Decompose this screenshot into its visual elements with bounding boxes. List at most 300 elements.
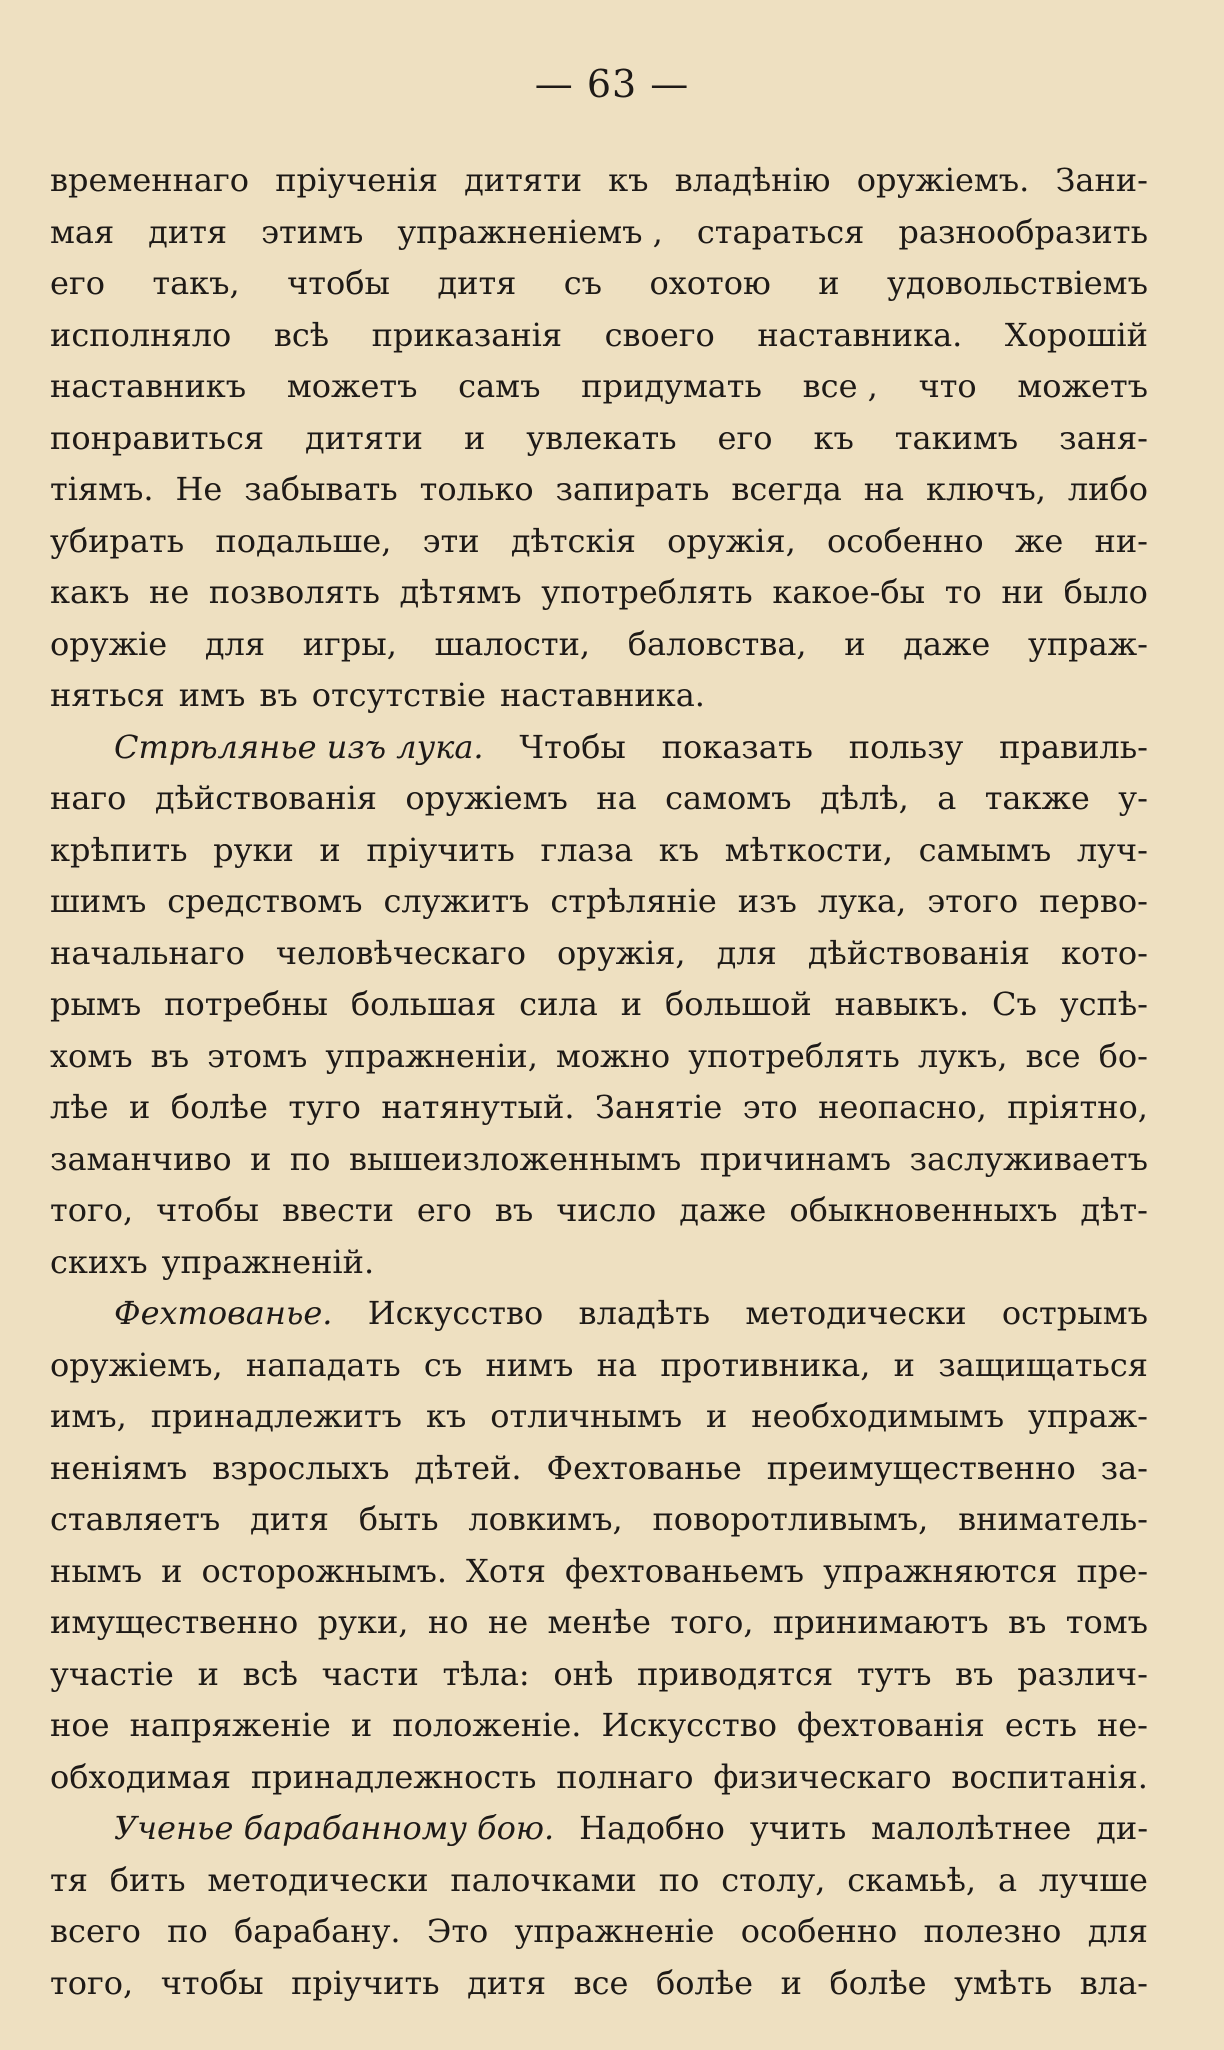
word: временнаго: [50, 161, 250, 199]
word: методически: [745, 1294, 967, 1332]
word: томъ: [1065, 1603, 1148, 1641]
word: принимаютъ: [772, 1603, 989, 1641]
word: но: [427, 1603, 469, 1641]
word: для: [1087, 1912, 1148, 1950]
text-line: [50, 1185, 1148, 1237]
word: упраж-: [1027, 624, 1148, 663]
word: поворотливымъ,: [652, 1500, 929, 1538]
word: Хотя: [466, 1551, 546, 1590]
word: наставника.: [757, 315, 963, 354]
word: число: [556, 1191, 657, 1229]
word: убирать: [50, 521, 185, 560]
text-line: [50, 773, 1148, 825]
word: тя: [50, 1860, 88, 1899]
word: придумать: [581, 367, 762, 405]
word: лѣе: [50, 1088, 109, 1126]
word: ди-: [1096, 1809, 1148, 1847]
word: натянутый.: [381, 1088, 575, 1126]
word: менѣе: [547, 1603, 651, 1641]
text-line: [50, 1082, 1148, 1134]
word: Хорошій: [1004, 315, 1148, 354]
word: бо-: [1098, 1036, 1148, 1075]
word: было: [1063, 573, 1148, 611]
word: упражненіи,: [325, 1036, 538, 1075]
word: всего: [50, 1912, 141, 1950]
word: луч-: [1076, 830, 1148, 869]
word: всѣ: [242, 1654, 298, 1693]
word: и: [463, 418, 486, 457]
text-line: [50, 1391, 1148, 1443]
word: для: [204, 624, 266, 663]
page-text: [50, 155, 1148, 2009]
word: самъ: [458, 367, 541, 405]
word: охотою: [649, 264, 771, 302]
word: дитя: [467, 1963, 547, 2002]
word: упражненій.: [161, 1242, 375, 1281]
word: заня-: [1059, 418, 1148, 457]
word: стараться: [696, 212, 865, 251]
word: понравиться: [50, 418, 265, 457]
word: болѣе: [655, 1963, 754, 2002]
word: Зани-: [1055, 161, 1148, 199]
word: есть: [1004, 1706, 1077, 1744]
word: взрослыхъ: [212, 1448, 390, 1487]
word: тѣла:: [442, 1654, 530, 1693]
word: въ: [1008, 1603, 1047, 1641]
word: не: [149, 573, 190, 611]
word: приводятся: [637, 1654, 834, 1693]
word: по: [289, 1139, 331, 1178]
word: оружіемъ,: [50, 1345, 223, 1384]
word: пріучить: [291, 1963, 440, 2002]
section-heading: Ученье барабанному бою.: [114, 1809, 555, 1847]
word: сила: [519, 985, 598, 1023]
word: дитя: [250, 1500, 329, 1538]
word: на: [596, 1345, 638, 1384]
word: съ: [423, 1345, 463, 1384]
word: Это: [426, 1912, 489, 1950]
word: того,: [670, 1603, 754, 1641]
word: умѣть: [954, 1963, 1053, 2002]
word: защищаться: [938, 1345, 1148, 1384]
word: правиль-: [999, 727, 1148, 766]
word: дитяти: [305, 418, 423, 457]
word: палочками: [450, 1860, 637, 1899]
word: на: [596, 779, 637, 817]
text-line: [50, 1237, 1148, 1289]
word: заслуживаетъ: [909, 1139, 1148, 1178]
word: къ: [425, 1397, 467, 1435]
word: Искусство: [601, 1706, 777, 1744]
page-number: — 63 —: [534, 62, 690, 106]
text-line: [50, 1803, 1148, 1855]
word: перво-: [1039, 882, 1148, 920]
word: не-: [1096, 1706, 1148, 1744]
word: болѣе: [170, 1088, 268, 1126]
word: особенно: [740, 1912, 898, 1950]
word: запирать: [555, 470, 710, 508]
word: большая: [350, 985, 497, 1023]
text-line: [50, 567, 1148, 619]
word: чтобы: [287, 264, 390, 302]
word: большой: [665, 985, 812, 1023]
word: начальнаго: [50, 933, 245, 972]
word: и: [197, 1654, 219, 1693]
word: ни-: [1094, 521, 1148, 560]
word: полнаго: [556, 1757, 694, 1796]
word: лукъ,: [917, 1036, 1008, 1075]
word: потребны: [164, 985, 328, 1023]
word: самомъ: [665, 779, 792, 817]
word: за-: [1100, 1448, 1148, 1487]
word: Фехтованье: [546, 1448, 742, 1487]
word: шалости,: [434, 624, 591, 663]
word: забывать: [244, 470, 398, 508]
word: наставника.: [499, 676, 705, 714]
word: какое-бы: [772, 573, 926, 611]
text-line: [50, 1597, 1148, 1649]
text-line: [50, 1855, 1148, 1907]
word: оружія,: [556, 933, 686, 972]
word: такимъ: [894, 418, 1019, 457]
word: туго: [288, 1088, 361, 1126]
word: имъ,: [50, 1397, 127, 1435]
word: вниматель-: [958, 1500, 1148, 1538]
text-line: [50, 464, 1148, 516]
word: все: [573, 1963, 629, 2002]
word: дѣтямъ: [399, 573, 522, 611]
word: также: [984, 779, 1090, 817]
word: Не: [175, 470, 223, 508]
word: человѣческаго: [275, 933, 526, 972]
word: либо: [1067, 470, 1148, 508]
text-line: [50, 1649, 1148, 1701]
section-heading: Стрѣлянье изъ лука.: [114, 727, 484, 766]
word: наго: [50, 779, 127, 817]
word: не: [487, 1603, 529, 1641]
word: дѣтскія: [510, 521, 636, 560]
word: увлекать: [526, 418, 677, 457]
word: кото-: [1060, 933, 1148, 972]
word: и: [706, 1397, 728, 1435]
word: его: [717, 418, 773, 457]
word: всегда: [731, 470, 842, 508]
word: все: [1025, 1036, 1081, 1075]
word: къ: [608, 161, 649, 199]
word: его: [50, 264, 105, 302]
word: и: [350, 1706, 373, 1744]
word: острымъ: [1001, 1294, 1148, 1332]
word: эти: [422, 521, 480, 560]
word: скамьѣ,: [847, 1860, 977, 1899]
word: своего: [604, 315, 715, 354]
word: части: [321, 1654, 419, 1693]
word: ввести: [282, 1191, 394, 1229]
word: вышеизложеннымъ: [348, 1139, 682, 1178]
word: необходимымъ: [751, 1397, 1005, 1435]
word: подальше,: [215, 521, 392, 560]
text-line: [50, 155, 1148, 207]
word: и: [161, 1551, 183, 1590]
word: на: [863, 470, 905, 508]
word: наставникъ: [50, 367, 247, 405]
word: то: [944, 573, 982, 611]
word: самымъ: [918, 830, 1052, 869]
word: къ: [658, 830, 700, 869]
word: Надобно: [579, 1809, 725, 1847]
word: этомъ: [207, 1036, 308, 1075]
word: дѣт-: [1080, 1191, 1148, 1229]
word: можетъ: [286, 367, 418, 405]
word: изъ: [737, 882, 797, 920]
text-line: [50, 1752, 1148, 1804]
word: этимъ: [261, 212, 364, 251]
word: глаза: [540, 830, 634, 869]
word: Занятіе: [594, 1088, 723, 1126]
text-line: [50, 1906, 1148, 1958]
word: ное: [50, 1706, 110, 1744]
word: пре-: [1076, 1551, 1148, 1590]
word: можетъ: [1017, 367, 1148, 405]
word: неніямъ: [50, 1448, 188, 1487]
text-line: [50, 1288, 1148, 1340]
word: въ: [150, 1036, 190, 1075]
word: ловкимъ,: [468, 1500, 623, 1538]
word: и: [780, 1963, 802, 2002]
word: по: [658, 1860, 700, 1899]
word: положеніе.: [392, 1706, 582, 1744]
text-line: [50, 876, 1148, 928]
word: быть: [358, 1500, 439, 1538]
word: особенно: [827, 521, 984, 560]
word: удовольствіемъ: [887, 264, 1148, 302]
word: показать: [661, 727, 813, 766]
text-line: [50, 1700, 1148, 1752]
word: такъ,: [152, 264, 240, 302]
word: ключъ,: [926, 470, 1046, 508]
word: отсутствіе: [311, 676, 486, 714]
word: что: [918, 367, 977, 405]
word: Искусство: [367, 1294, 544, 1332]
word: неопасно,: [818, 1088, 987, 1126]
word: Съ: [991, 985, 1037, 1023]
word: средствомъ: [167, 882, 363, 920]
word: даже: [903, 624, 991, 663]
text-line: [50, 1134, 1148, 1186]
word: того,: [50, 1191, 134, 1229]
word: физическаго: [713, 1757, 932, 1796]
text-line: [50, 979, 1148, 1031]
text-line: [50, 1958, 1148, 2010]
word: тутъ: [856, 1654, 932, 1693]
word: осторожнымъ.: [201, 1551, 447, 1590]
word: же: [1014, 521, 1064, 560]
text-line: [50, 670, 1148, 722]
word: имущественно: [50, 1603, 299, 1641]
word: рымъ: [50, 985, 142, 1023]
word: оружіемъ: [405, 779, 568, 817]
text-line: [50, 413, 1148, 465]
word: и: [250, 1139, 272, 1178]
word: пріятно,: [1007, 1088, 1148, 1126]
word: ставляетъ: [50, 1500, 221, 1538]
text-line: [50, 207, 1148, 259]
text-line: [50, 619, 1148, 671]
word: по: [167, 1912, 208, 1950]
word: фехтованьемъ: [565, 1551, 805, 1590]
word: успѣ-: [1059, 985, 1148, 1023]
word: того,: [50, 1963, 134, 2002]
word: полезно: [923, 1912, 1062, 1950]
word: упражненіе: [514, 1912, 715, 1950]
text-line: [50, 1546, 1148, 1598]
word: баловства,: [627, 624, 807, 663]
word: чтобы: [160, 1963, 264, 2002]
word: воспитанія.: [951, 1757, 1148, 1796]
word: руки,: [317, 1603, 409, 1641]
word: причинамъ: [699, 1139, 892, 1178]
word: принадлежность: [250, 1757, 537, 1796]
word: навыкъ.: [834, 985, 970, 1023]
word: игры,: [302, 624, 397, 663]
word: дѣйствованія: [154, 779, 377, 817]
word: обходимая: [50, 1757, 232, 1796]
word: владѣнію: [674, 161, 831, 199]
word: въ: [259, 676, 298, 714]
text-line: [50, 825, 1148, 877]
text-line: [50, 1494, 1148, 1546]
word: Чтобы: [519, 727, 626, 766]
word: и: [319, 830, 341, 869]
word: мая: [50, 212, 115, 251]
word: все ,: [802, 367, 878, 405]
word: шимъ: [50, 882, 147, 920]
word: пріучить: [366, 830, 515, 869]
word: имъ: [178, 676, 246, 714]
word: дѣйствованія: [807, 933, 1030, 972]
word: дѣлѣ,: [819, 779, 909, 817]
word: преимущественно: [766, 1448, 1076, 1487]
word: малолѣтнее: [871, 1809, 1072, 1847]
word: его: [416, 1191, 472, 1229]
text-line: [50, 516, 1148, 568]
word: а: [997, 1860, 1018, 1899]
word: методически: [207, 1860, 429, 1899]
word: няться: [50, 676, 165, 714]
text-line: [50, 361, 1148, 413]
word: а: [937, 779, 957, 817]
word: пріученія: [275, 161, 438, 199]
word: можно: [556, 1036, 671, 1075]
word: нападать: [245, 1345, 401, 1384]
word: хомъ: [50, 1036, 133, 1075]
word: ни: [1001, 573, 1044, 611]
word: нымъ: [50, 1551, 143, 1590]
word: упражненіемъ ,: [397, 212, 663, 251]
word: даже: [679, 1191, 767, 1229]
word: употреблять: [541, 573, 753, 611]
word: стрѣляніе: [550, 882, 717, 920]
word: оружіемъ.: [856, 161, 1030, 199]
word: и: [818, 264, 840, 302]
word: мѣткости,: [724, 830, 894, 869]
word: это: [742, 1088, 798, 1126]
word: и: [893, 1345, 915, 1384]
word: для: [716, 933, 777, 972]
word: столу,: [721, 1860, 826, 1899]
word: фехтованія: [797, 1706, 985, 1744]
word: позволять: [208, 573, 380, 611]
word: различ-: [1017, 1654, 1148, 1693]
word: заманчиво: [50, 1139, 232, 1178]
word: какъ: [50, 573, 130, 611]
word: къ: [813, 418, 854, 457]
word: напряженіе: [129, 1706, 331, 1744]
text-line: [50, 928, 1148, 980]
word: пользу: [848, 727, 964, 766]
word: только: [419, 470, 534, 508]
word: вла-: [1079, 1963, 1148, 2002]
word: чтобы: [156, 1191, 260, 1229]
word: обыкновенныхъ: [789, 1191, 1058, 1229]
word: дитя: [437, 264, 517, 302]
word: учить: [749, 1809, 847, 1847]
word: руки: [213, 830, 294, 869]
word: противника,: [660, 1345, 871, 1384]
text-line: [50, 1443, 1148, 1495]
word: нимъ: [485, 1345, 574, 1384]
word: принадлежитъ: [150, 1397, 403, 1435]
word: дѣтей.: [414, 1448, 522, 1487]
word: участіе: [50, 1654, 174, 1693]
word: приказанія: [371, 315, 563, 354]
text-line: [50, 722, 1148, 774]
word: употреблять: [688, 1036, 900, 1075]
word: барабану.: [234, 1912, 401, 1950]
word: онѣ: [553, 1654, 614, 1693]
word: скихъ: [50, 1242, 148, 1281]
word: владѣть: [578, 1294, 711, 1332]
text-line: [50, 310, 1148, 362]
word: лучше: [1038, 1860, 1148, 1899]
word: дитя: [148, 212, 228, 251]
word: всѣ: [273, 315, 330, 354]
word: отличнымъ: [490, 1397, 683, 1435]
word: въ: [955, 1654, 994, 1693]
word: разнообразить: [898, 212, 1148, 251]
word: лука,: [817, 882, 907, 920]
word: и: [620, 985, 643, 1023]
section-heading: Фехтованье.: [114, 1294, 333, 1332]
word: тіямъ.: [50, 470, 154, 508]
text-line: [50, 258, 1148, 310]
word: упражняются: [823, 1551, 1058, 1590]
word: у-: [1118, 779, 1148, 817]
word: бить: [109, 1860, 186, 1899]
word: исполняло: [50, 315, 232, 354]
word: оружія,: [667, 521, 796, 560]
word: дитяти: [464, 161, 583, 199]
word: въ: [494, 1191, 534, 1229]
word: оружіе: [50, 624, 168, 663]
word: упраж-: [1027, 1397, 1148, 1435]
word: болѣе: [829, 1963, 927, 2002]
text-line: [50, 1031, 1148, 1083]
word: этого: [927, 882, 1019, 920]
word: съ: [563, 264, 603, 302]
word: и: [844, 624, 866, 663]
word: и: [129, 1088, 151, 1126]
